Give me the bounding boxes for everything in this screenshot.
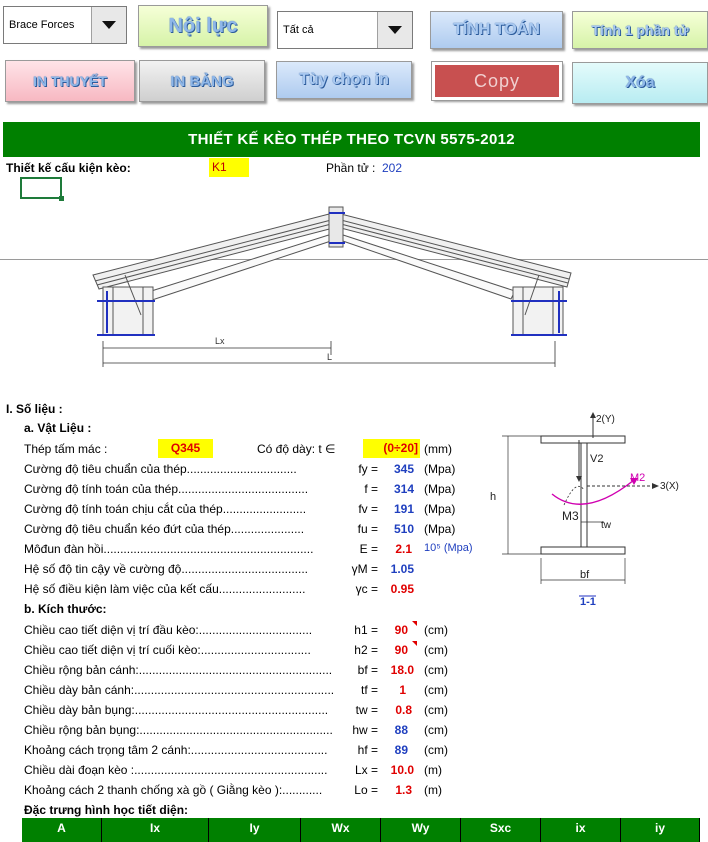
filter-dropdown[interactable] xyxy=(277,11,413,49)
col-iy: Iy xyxy=(209,818,301,842)
comment-marker[interactable] xyxy=(412,621,417,626)
material-row-gamma-m: Hệ số độ tin cậy về cường độ...................................... γM = 1.05 xyxy=(24,562,414,576)
selected-cell[interactable] xyxy=(20,177,62,199)
tuy-chon-in-button[interactable]: Tùy chọn in xyxy=(276,61,412,99)
dimension-row-tf: Chiều dày bản cánh:............................................................ tf = 1 (cm) xyxy=(24,683,448,697)
element-value: 202 xyxy=(382,161,403,175)
material-row-fu: Cường độ tiêu chuẩn kéo đứt của thép...................... fu = 510 (Mpa) xyxy=(24,522,456,536)
i-section-figure xyxy=(484,410,679,610)
material-row-e: Môđun đàn hồi............................................................... E = 2.1 10⁵ (Mpa) xyxy=(24,542,473,556)
web xyxy=(581,443,587,547)
force-type-dropdown[interactable] xyxy=(3,6,127,44)
tw-label: tw xyxy=(601,520,611,531)
steel-grade-value[interactable]: Q345 xyxy=(158,439,213,458)
chevron-down-icon[interactable] xyxy=(91,7,126,43)
col-wy: Wy xyxy=(381,818,461,842)
material-heading: a. Vật Liệu : xyxy=(24,421,92,435)
col-sxc: Sxc xyxy=(461,818,541,842)
axis-y-label: 2(Y) xyxy=(596,414,615,425)
thickness-unit: (mm) xyxy=(424,442,452,456)
m2-label: M2 xyxy=(630,472,646,484)
col-wx: Wx xyxy=(301,818,381,842)
dimension-row-h1: Chiều cao tiết diện vị trí đầu kèo:.................................. h1 = 90 (cm) xyxy=(24,623,448,637)
copy-button[interactable]: Copy xyxy=(432,62,562,100)
dimension-row-h2: Chiều cao tiết diện vị trí cuối kèo:................................. h2 = 90 (cm) xyxy=(24,643,448,657)
thickness-label: Có độ dày: t ∈ xyxy=(257,442,336,456)
right-column xyxy=(513,287,563,335)
force-type-value: Brace Forces xyxy=(9,19,75,31)
col-a: A xyxy=(22,818,102,842)
material-row-gamma-c: Hệ số điều kiện làm việc của kết cấu.......................... γc = 0.95 xyxy=(24,582,414,596)
material-row-f: Cường độ tính toán của thép....................................... f = 314 (Mpa) xyxy=(24,482,456,496)
col-iy-radius: iy xyxy=(621,818,700,842)
comment-marker[interactable] xyxy=(412,641,417,646)
member-name[interactable]: K1 xyxy=(209,158,249,177)
dimensions-heading: b. Kích thước: xyxy=(24,602,107,616)
section-heading: I. Số liệu : xyxy=(6,402,63,416)
dimension-row-hf: Khoảng cách trọng tâm 2 cánh:......................................... hf = 89 (cm) xyxy=(24,743,448,757)
h-label: h xyxy=(490,491,497,503)
cell-fill-handle[interactable] xyxy=(59,196,64,201)
material-row-fy: Cường độ tiêu chuẩn của thép................................. fy = 345 (Mpa) xyxy=(24,462,456,476)
v2-label: V2 xyxy=(590,453,604,465)
page-title: THIẾT KẾ KÈO THÉP THEO TCVN 5575-2012 xyxy=(3,122,700,157)
member-label: Thiết kế cấu kiện kèo: xyxy=(6,161,131,175)
dimension-row-tw: Chiều dày bản bụng:.......................................................... tw = 0.8 (cm) xyxy=(24,703,448,717)
chevron-down-icon[interactable] xyxy=(377,12,412,48)
filter-value: Tất cả xyxy=(283,24,314,36)
noi-luc-button[interactable]: Nội lực xyxy=(138,5,268,47)
tinh-toan-button[interactable]: TÍNH TOÁN xyxy=(430,11,563,49)
material-row-fv: Cường độ tính toán chịu cắt của thép......................... fv = 191 (Mpa) xyxy=(24,502,456,516)
element-label: Phần tử : xyxy=(326,161,376,175)
dimension-row-lx: Chiều dài đoạn kèo :.......................................................... Lx = 10.0 (m) xyxy=(24,763,442,777)
dimension-row-hw: Chiều rộng bản bụng:.......................................................... hw = 88 (cm) xyxy=(24,723,448,737)
truss-drawing xyxy=(85,205,575,370)
m3-label: M3 xyxy=(562,509,579,523)
bottom-flange xyxy=(541,547,625,554)
in-thuyet-button[interactable]: IN THUYẾT xyxy=(5,60,135,102)
geometry-heading: Đặc trưng hình học tiết diện: xyxy=(24,803,189,817)
lx-label: Lx xyxy=(215,336,225,346)
in-bang-button[interactable]: IN BẢNG xyxy=(139,60,265,102)
bf-label: bf xyxy=(580,569,590,581)
thickness-range[interactable]: (0÷20] xyxy=(363,439,420,458)
dimension-row-bf: Chiều rộng bản cánh:.......................................................... bf = 18.0 (cm) xyxy=(24,663,448,677)
col-ix: Ix xyxy=(102,818,209,842)
tinh-1-phan-tu-button[interactable]: Tính 1 phần tử xyxy=(572,11,708,49)
xoa-button[interactable]: Xóa xyxy=(572,62,708,104)
steel-grade-label: Thép tấm mác : xyxy=(24,442,108,456)
dimension-row-lo: Khoảng cách 2 thanh chống xà gồ ( Giằng kèo ):............ Lo = 1.3 (m) xyxy=(24,783,442,797)
axis-x-label: 3(X) xyxy=(660,481,679,492)
section-label: 1-1 xyxy=(580,596,596,608)
top-flange xyxy=(541,436,625,443)
l-label: L xyxy=(327,352,333,362)
left-column xyxy=(103,287,153,335)
col-ix-radius: ix xyxy=(541,818,621,842)
